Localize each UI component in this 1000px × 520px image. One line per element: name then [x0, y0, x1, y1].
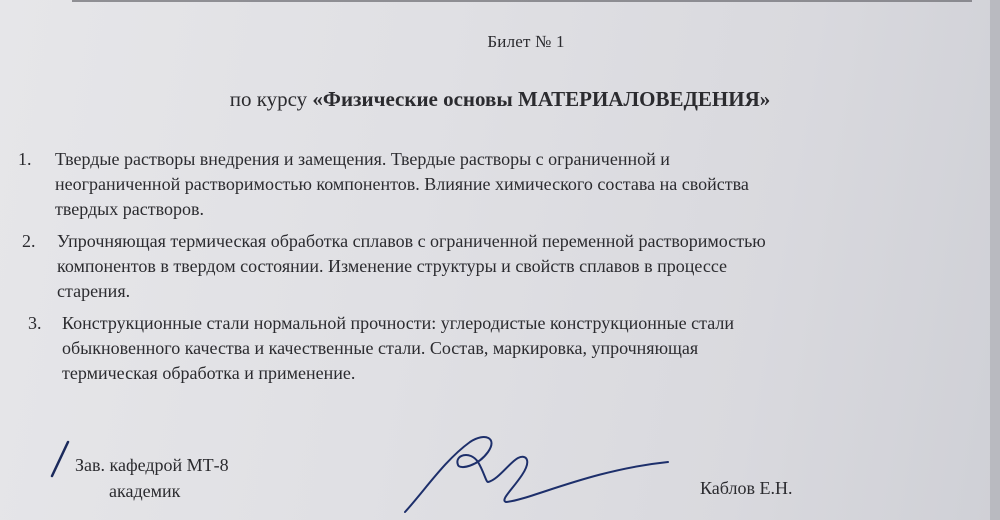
question-line: Твердые растворы внедрения и замещения. Твердые растворы с ограниченной и [55, 149, 670, 169]
question-line: Конструкционные стали нормальной прочности: углеродистые конструкционные стали [62, 313, 734, 333]
course-name: «Физические основы МАТЕРИАЛОВЕДЕНИЯ» [312, 87, 771, 111]
pen-mark-icon [48, 440, 72, 480]
question-line: неограниченной растворимостью компонентов. Влияние химического состава на свойства [55, 174, 749, 194]
ticket-title: Билет № 1 [487, 32, 565, 51]
course-heading [0, 87, 1000, 112]
question-number: 1. [18, 149, 32, 169]
question-line: Упрочняющая термическая обработка сплавов с ограниченной переменной растворимостью [57, 231, 766, 251]
question-line: термическая обработка и применение. [62, 363, 356, 383]
top-rule [72, 0, 972, 2]
position-line: Зав. кафедрой МТ-8 [75, 455, 229, 475]
course-prefix: по курсу [229, 87, 313, 111]
question-number: 2. [22, 231, 36, 251]
paper-edge [990, 0, 1000, 520]
question-line: твердых растворов. [55, 199, 204, 219]
question-line: старения. [57, 281, 131, 301]
handwritten-signature [400, 420, 670, 520]
question-line: компонентов в твердом состоянии. Изменение структуры и свойств сплавов в процессе [57, 256, 728, 276]
position-line: академик [109, 481, 181, 501]
signatory-position [75, 452, 229, 504]
signatory-name: Каблов Е.Н. [700, 478, 793, 498]
question-number: 3. [28, 313, 42, 333]
question-line: обыкновенного качества и качественные стали. Состав, маркировка, упрочняющая [62, 338, 699, 358]
